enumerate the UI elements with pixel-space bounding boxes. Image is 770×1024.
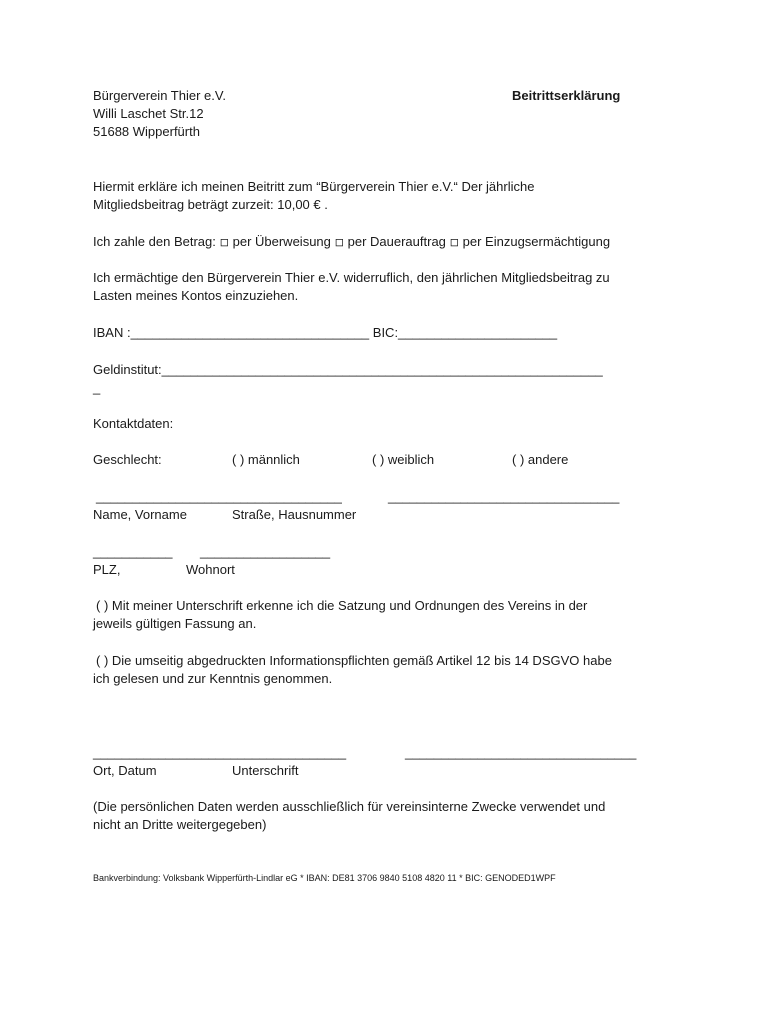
gender-other-option: ( ) andere xyxy=(512,452,569,467)
intro-line-1: Hiermit erkläre ich meinen Beitritt zum “Bürgerverein Thier e.V.“ Der jährliche xyxy=(93,179,535,194)
statute-consent-line-1: ( ) Mit meiner Unterschrift erkenne ich die Satzung und Ordnungen des Vereins in der xyxy=(96,598,588,613)
gender-female-option: ( ) weiblich xyxy=(372,452,435,467)
statute-consent-line-2: jeweils gültigen Fassung an. xyxy=(93,616,257,631)
place-date-line: ___________________________________ xyxy=(93,745,347,760)
intro-line-2: Mitgliedsbeitrag beträgt zurzeit: 10,00 € . xyxy=(93,197,328,212)
street-label: Straße, Hausnummer xyxy=(232,507,357,522)
gender-male-option: ( ) männlich xyxy=(232,452,300,467)
city-label: Wohnort xyxy=(186,562,235,577)
signature-line: ________________________________ xyxy=(405,745,637,760)
city-line: __________________ xyxy=(200,544,331,559)
gender-label: Geschlecht: xyxy=(93,452,162,467)
authorization-line-2: Lasten meines Kontos einzuziehen. xyxy=(93,288,299,303)
contact-heading: Kontaktdaten: xyxy=(93,416,174,431)
name-line: __________________________________ xyxy=(96,489,342,504)
street-line: ________________________________ xyxy=(388,489,620,504)
geldinstitut-field: Geldinstitut:_____________________________________________________________ xyxy=(93,362,603,377)
geldinstitut-continuation: _ xyxy=(93,380,101,395)
org-name: Bürgerverein Thier e.V. xyxy=(93,88,226,103)
place-date-label: Ort, Datum xyxy=(93,763,157,778)
signature-label: Unterschrift xyxy=(232,763,299,778)
org-street: Willi Laschet Str.12 xyxy=(93,106,204,121)
org-city: 51688 Wipperfürth xyxy=(93,124,200,139)
authorization-line-1: Ich ermächtige den Bürgerverein Thier e.V. widerruflich, den jährlichen Mitgliedsbeitrag zu xyxy=(93,270,610,285)
name-label: Name, Vorname xyxy=(93,507,187,522)
form-title: Beitrittserklärung xyxy=(512,88,621,103)
iban-bic-field: IBAN :_________________________________ BIC:______________________ xyxy=(93,325,558,340)
plz-label: PLZ, xyxy=(93,562,121,577)
plz-line: ___________ xyxy=(93,544,173,559)
privacy-note-line-1: (Die persönlichen Daten werden ausschließlich für vereinsinterne Zwecke verwendet und xyxy=(93,799,606,814)
bank-details-footer: Bankverbindung: Volksbank Wipperfürth-Lindlar eG * IBAN: DE81 3706 9840 5108 4820 11 * BIC: GENODED1WPF xyxy=(93,873,556,883)
gdpr-consent-line-2: ich gelesen und zur Kenntnis genommen. xyxy=(93,671,333,686)
payment-options: Ich zahle den Betrag: ◽ per Überweisung ◽ per Dauerauftrag ◽ per Einzugsermächtigung xyxy=(93,234,611,249)
privacy-note-line-2: nicht an Dritte weitergegeben) xyxy=(93,817,267,832)
gdpr-consent-line-1: ( ) Die umseitig abgedruckten Informationspflichten gemäß Artikel 12 bis 14 DSGVO habe xyxy=(96,653,612,668)
